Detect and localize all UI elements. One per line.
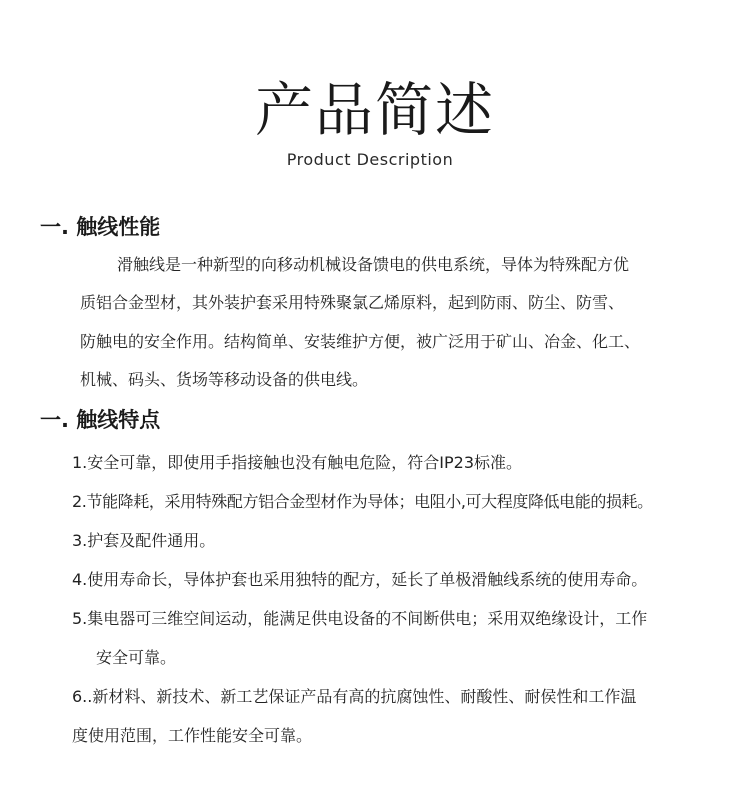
feature-item: 5.集电器可三维空间运动，能满足供电设备的不间断供电；采用双绝缘设计，工作 [72, 609, 648, 628]
section-heading-features: 一. 触线特点 [40, 408, 161, 432]
feature-item: 2.节能降耗，采用特殊配方铝合金型材作为导体；电阻小,可大程度降低电能的损耗。 [72, 492, 653, 511]
feature-item: 3.护套及配件通用。 [72, 531, 216, 550]
page-subtitle: Product Description [286, 150, 454, 169]
performance-line: 滑触线是一种新型的向移动机械设备馈电的供电系统，导体为特殊配方优 [117, 255, 630, 274]
feature-item-continuation: 安全可靠。 [96, 648, 177, 667]
feature-item: 1.安全可靠，即使用手指接触也没有触电危险，符合IP23标准。 [72, 453, 522, 472]
performance-line: 防触电的安全作用。结构简单、安装维护方便，被广泛用于矿山、冶金、化工、 [80, 332, 641, 351]
feature-item: 6..新材料、新技术、新工艺保证产品有高的抗腐蚀性、耐酸性、耐侯性和工作温 [72, 687, 637, 706]
performance-line: 质铝合金型材，其外装护套采用特殊聚氯乙烯原料，起到防雨、防尘、防雪、 [80, 293, 625, 312]
feature-item: 4.使用寿命长，导体护套也采用独特的配方，延长了单极滑触线系统的使用寿命。 [72, 570, 648, 589]
feature-item-continuation: 度使用范围，工作性能安全可靠。 [72, 726, 313, 745]
performance-line: 机械、码头、货场等移动设备的供电线。 [80, 370, 369, 389]
page-title: 产品简述 [254, 76, 495, 144]
section-heading-performance: 一. 触线性能 [40, 215, 161, 239]
